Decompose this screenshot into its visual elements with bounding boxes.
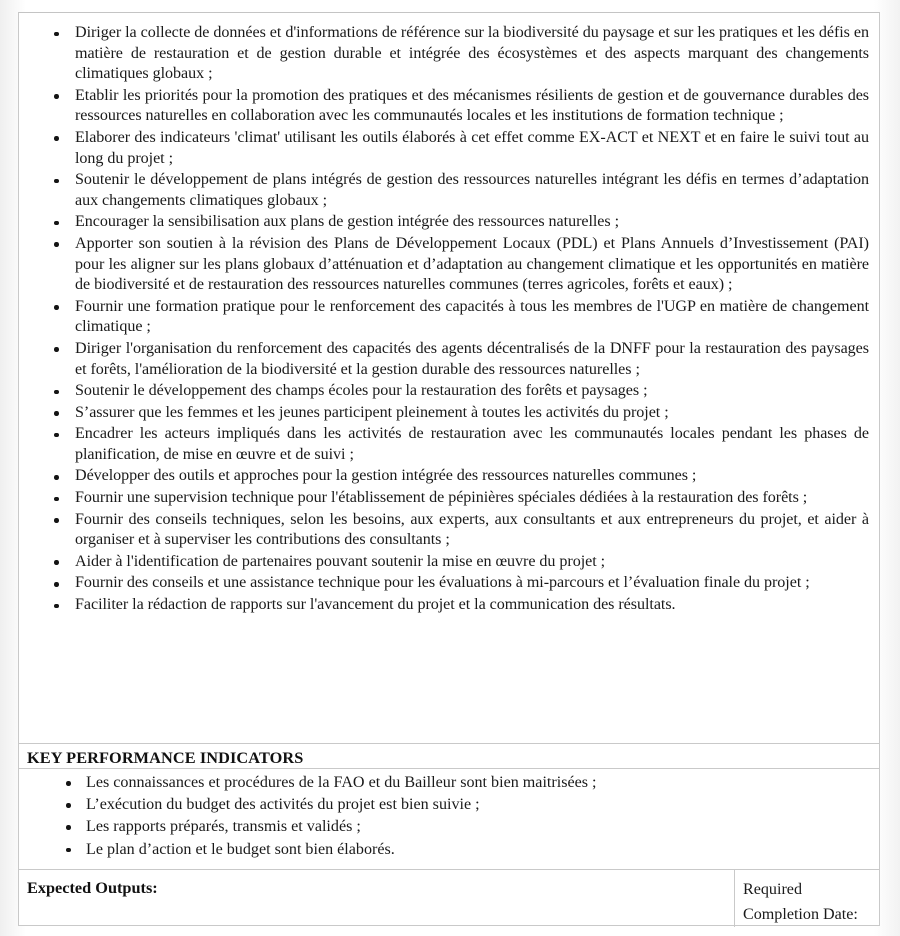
list-item: Elaborer des indicateurs 'climat' utilisant les outils élaborés à cet effet comme EX-ACT et NEXT et en faire le suivi tout au long du projet ; [29, 128, 869, 169]
list-item: Diriger la collecte de données et d'informations de référence sur la biodiversité du paysage et sur les pratiques et les défis en matière de restauration et de gestion durable et intégrée des écosystèmes et des aspects marquant des changements climatiques globaux ; [29, 23, 869, 85]
kpi-bullet-list [29, 772, 869, 860]
list-item: Fournir des conseils techniques, selon les besoins, aux experts, aux consultants et aux entrepreneurs du projet, et aider à organiser et à superviser les contributions des consultants ; [29, 510, 869, 551]
duties-bullet-list [29, 23, 869, 616]
key-performance-indicators-heading: KEY PERFORMANCE INDICATORS [27, 748, 304, 767]
list-item: Fournir une formation pratique pour le renforcement des capacités à tous les membres de l'UGP en matière de changement climatique ; [29, 297, 869, 338]
list-item: Faciliter la rédaction de rapports sur l'avancement du projet et la communication des résultats. [29, 595, 869, 616]
list-item: Apporter son soutien à la révision des Plans de Développement Locaux (PDL) et Plans Annuels d’Investissement (PAI) pour les aligner sur les plans globaux d’atténuation et d’adaptation au changement climatique et les opportunités en matière de biodiversité et de restauration des ressources naturelles communes (terres agricoles, forêts et eaux) ; [29, 234, 869, 296]
document-table-frame [18, 12, 880, 926]
list-item: Soutenir le développement de plans intégrés de gestion des ressources naturelles intégrant les défis en termes d’adaptation aux changements climatiques globaux ; [29, 170, 869, 211]
required-completion-date-cell [734, 870, 879, 927]
list-item: Fournir une supervision technique pour l'établissement de pépinières spéciales dédiées à la restauration des forêts ; [29, 488, 869, 509]
list-item: Les rapports préparés, transmis et validés ; [29, 816, 869, 837]
list-item: S’assurer que les femmes et les jeunes participent pleinement à toutes les activités du projet ; [29, 403, 869, 424]
expected-outputs-label: Expected Outputs: [27, 878, 158, 897]
list-item: Fournir des conseils et une assistance technique pour les évaluations à mi-parcours et l’évaluation finale du projet ; [29, 573, 869, 594]
expected-outputs-row [19, 869, 879, 927]
list-item: Encourager la sensibilisation aux plans de gestion intégrée des ressources naturelles ; [29, 212, 869, 233]
kpi-cell [19, 769, 879, 869]
list-item: Développer des outils et approches pour la gestion intégrée des ressources naturelles communes ; [29, 466, 869, 487]
list-item: Aider à l'identification de partenaires pouvant soutenir la mise en œuvre du projet ; [29, 552, 869, 573]
completion-date-label: Completion Date: [743, 906, 858, 923]
list-item: Soutenir le développement des champs écoles pour la restauration des forêts et paysages ; [29, 381, 869, 402]
list-item: Les connaissances et procédures de la FAO et du Bailleur sont bien maitrisées ; [29, 772, 869, 793]
list-item: L’exécution du budget des activités du projet est bien suivie ; [29, 794, 869, 815]
list-item: Diriger l'organisation du renforcement des capacités des agents décentralisés de la DNFF pour la restauration des paysages et forêts, l'amélioration de la biodiversité et la gestion durable des ressources naturelles ; [29, 339, 869, 380]
list-item: Etablir les priorités pour la promotion des pratiques et des mécanismes résilients de gestion et de gouvernance durables des ressources naturelles en collaboration avec les communautés locales et les institutions de formation technique ; [29, 86, 869, 127]
list-item: Le plan d’action et le budget sont bien élaborés. [29, 839, 869, 860]
list-item: Encadrer les acteurs impliqués dans les activités de restauration avec les communautés locales pendant les phases de planification, de mise en œuvre et de suivi ; [29, 424, 869, 465]
duties-cell [19, 13, 879, 624]
required-label: Required [743, 881, 802, 898]
expected-outputs-cell [19, 870, 734, 927]
